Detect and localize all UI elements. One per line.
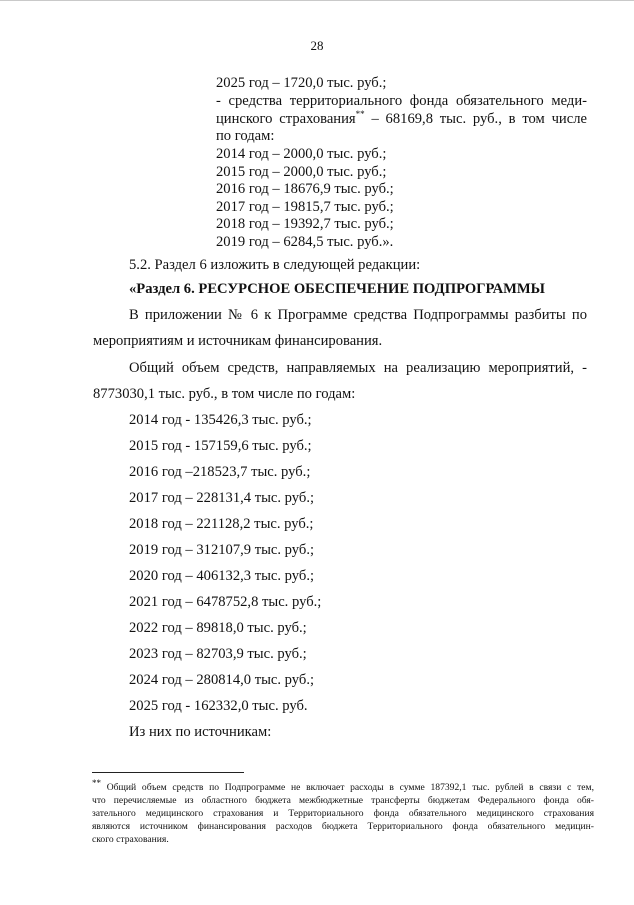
total-year-2018: 2018 год – 221128,2 тыс. руб.; xyxy=(129,516,314,532)
appendix-paragraph-line-1: В приложении № 6 к Программе средства Подпрограммы разбиты по xyxy=(129,307,587,323)
total-year-2017: 2017 год – 228131,4 тыс. руб.; xyxy=(129,490,315,506)
total-paragraph-line-1: Общий объем средств, направляемых на реализацию мероприятий, - xyxy=(129,360,587,376)
section-heading: «Раздел 6. РЕСУРСНОЕ ОБЕСПЕЧЕНИЕ ПОДПРОГРАММЫ xyxy=(129,281,546,297)
fund-year-2016: 2016 год – 18676,9 тыс. руб.; xyxy=(216,181,394,197)
footnote-divider xyxy=(92,772,244,773)
footnote-line-2: что перечисляемые из областного бюджета межбюджетные трансферты бюджетам Федерального фонда обя- xyxy=(92,795,594,806)
total-year-2023: 2023 год – 82703,9 тыс. руб.; xyxy=(129,646,307,662)
top-border xyxy=(0,0,634,4)
appendix-paragraph-line-2: мероприятиям и источникам финансирования. xyxy=(93,333,383,349)
total-year-2015: 2015 год - 157159,6 тыс. руб.; xyxy=(129,438,312,454)
page-number: 28 xyxy=(310,38,324,53)
footnote xyxy=(92,777,594,846)
total-year-2021: 2021 год – 6478752,8 тыс. руб.; xyxy=(129,594,322,610)
line-2025-budget: 2025 год – 1720,0 тыс. руб.; xyxy=(216,75,387,91)
total-year-2022: 2022 год – 89818,0 тыс. руб.; xyxy=(129,620,307,636)
footnote-line-4: являются источником финансирования расходов бюджета Территориального фонда обязательного медицин- xyxy=(92,821,594,832)
item-5-2: 5.2. Раздел 6 изложить в следующей редакции: xyxy=(129,257,421,273)
fund-line-3: по годам: xyxy=(216,128,275,144)
footnote-marker: ** xyxy=(355,109,365,120)
sources-intro: Из них по источникам: xyxy=(129,724,272,740)
fund-line-1: - средства территориального фонда обязательного меди- xyxy=(216,93,587,109)
fund-year-2017: 2017 год – 19815,7 тыс. руб.; xyxy=(216,199,394,215)
total-year-2024: 2024 год – 280814,0 тыс. руб.; xyxy=(129,672,315,688)
fund-year-2018: 2018 год – 19392,7 тыс. руб.; xyxy=(216,216,394,232)
footnote-line-1: ** Общий объем средств по Подпрограмме не включает расходы в сумме 187392,1 тыс. рублей в связи с тем, xyxy=(92,777,594,793)
total-year-2014: 2014 год - 135426,3 тыс. руб.; xyxy=(129,412,312,428)
total-year-2020: 2020 год – 406132,3 тыс. руб.; xyxy=(129,568,315,584)
fund-year-2019: 2019 год – 6284,5 тыс. руб.». xyxy=(216,234,394,250)
fund-line-2: цинского страхования** – 68169,8 тыс. руб., в том числе xyxy=(216,109,587,127)
footnote-line-3: зательного медицинского страхования и Территориального фонда обязательного медицинского страхования xyxy=(92,808,594,819)
total-year-2016: 2016 год –218523,7 тыс. руб.; xyxy=(129,464,311,480)
fund-year-2015: 2015 год – 2000,0 тыс. руб.; xyxy=(216,164,387,180)
total-year-2019: 2019 год – 312107,9 тыс. руб.; xyxy=(129,542,315,558)
fund-year-2014: 2014 год – 2000,0 тыс. руб.; xyxy=(216,146,387,162)
total-paragraph-line-2: 8773030,1 тыс. руб., в том числе по годам: xyxy=(93,386,356,402)
footnote-marker: ** xyxy=(92,777,101,788)
footnote-line-5: ского страхования. xyxy=(92,834,169,845)
total-year-2025: 2025 год - 162332,0 тыс. руб. xyxy=(129,698,308,714)
